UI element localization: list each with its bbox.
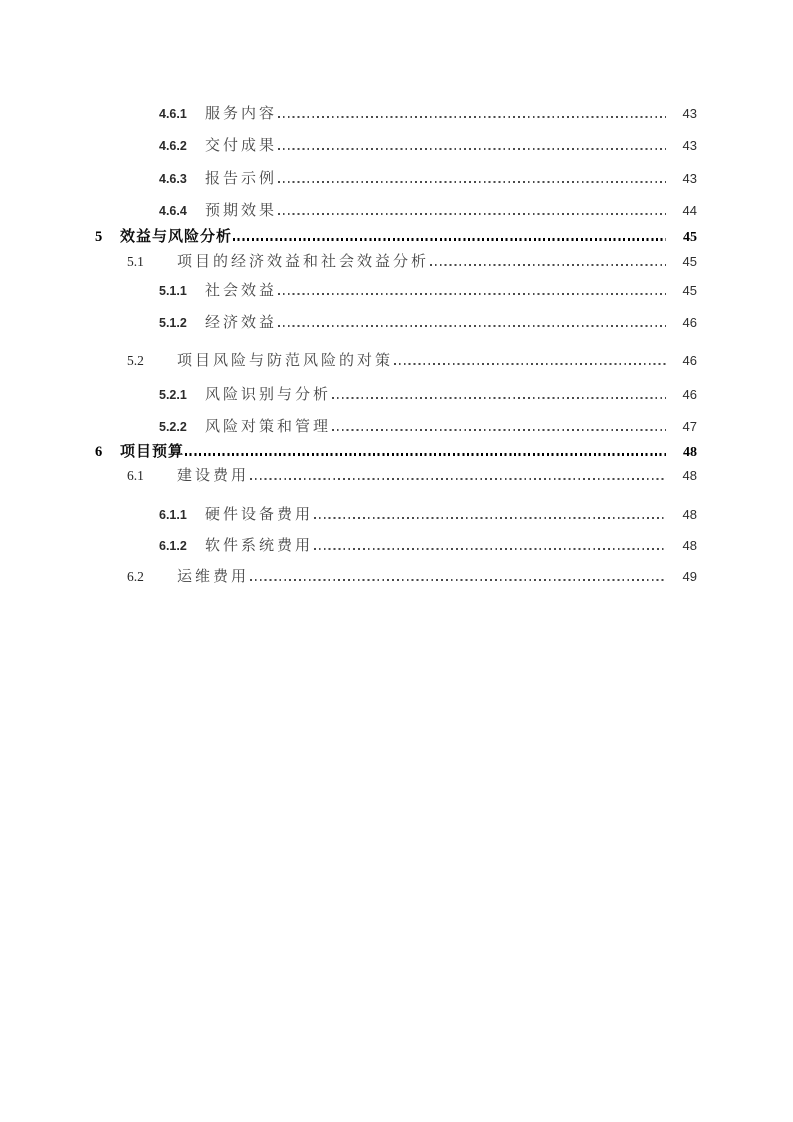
- toc-entry-label: 风险对策和管理: [205, 419, 332, 435]
- dot-leader: [185, 453, 666, 456]
- toc-entry-page-number: 48: [682, 538, 697, 553]
- toc-entry-page-number: 43: [682, 106, 697, 121]
- dot-leader: [278, 213, 666, 215]
- toc-entry-page-number: 48: [682, 468, 697, 483]
- toc-entry-number: 4.6.2: [159, 139, 187, 153]
- toc-entry-number: 6.1.1: [159, 508, 187, 522]
- toc-entry-label: 风险识别与分析: [205, 387, 332, 403]
- toc-entry-6-1-2[interactable]: [95, 535, 697, 557]
- toc-entry-6[interactable]: [95, 441, 697, 464]
- dot-leader: [314, 548, 666, 550]
- toc-entry-label: 运维费用: [177, 569, 250, 585]
- toc-entry-number: 5.2.2: [159, 420, 187, 434]
- toc-entry-label: 项目的经济效益和社会效益分析: [177, 254, 430, 270]
- toc-entry-number: 6.2: [127, 569, 144, 584]
- toc-entry-4-6-2[interactable]: [95, 135, 697, 157]
- dot-leader: [332, 429, 666, 431]
- dot-leader: [314, 517, 666, 519]
- dot-leader: [250, 579, 666, 581]
- toc-entry-page-number: 47: [682, 419, 697, 434]
- toc-entry-label: 项目风险与防范风险的对策: [177, 353, 394, 369]
- toc-entry-label: 硬件设备费用: [205, 507, 314, 523]
- toc-entry-4-6-1[interactable]: [95, 103, 697, 125]
- toc-entry-page-number: 48: [682, 507, 697, 522]
- dot-leader: [278, 116, 666, 118]
- toc-entry-number: 4.6.3: [159, 172, 187, 186]
- toc-entry-5-2[interactable]: [95, 350, 697, 372]
- toc-entry-number: 5.2: [127, 353, 144, 368]
- toc-entry-5-2-2[interactable]: [95, 416, 697, 438]
- toc-entry-number: 5.1: [127, 254, 144, 269]
- toc-entry-label: 效益与风险分析: [120, 229, 233, 245]
- toc-entry-number: 4.6.1: [159, 107, 187, 121]
- toc-entry-label: 报告示例: [205, 171, 278, 187]
- toc-entry-page-number: 46: [682, 387, 697, 402]
- dot-leader: [430, 264, 666, 266]
- toc-entry-label: 建设费用: [177, 468, 250, 484]
- toc-entry-page-number: 45: [682, 254, 697, 269]
- dot-leader: [278, 325, 666, 327]
- toc-entry-6-1-1[interactable]: [95, 504, 697, 526]
- dot-leader: [233, 238, 666, 241]
- toc-entry-page-number: 43: [682, 171, 697, 186]
- toc-entry-page-number: 46: [682, 315, 697, 330]
- dot-leader: [278, 148, 666, 150]
- toc-entry-5-1-2[interactable]: [95, 312, 697, 334]
- toc-entry-number: 5.2.1: [159, 388, 187, 402]
- dot-leader: [278, 181, 666, 183]
- toc-entry-number: 6.1.2: [159, 539, 187, 553]
- toc-entry-page-number: 45: [683, 230, 697, 245]
- toc-entry-label: 项目预算: [120, 444, 185, 460]
- toc-entry-label: 经济效益: [205, 315, 278, 331]
- dot-leader: [278, 293, 666, 295]
- toc-entry-number: 5: [95, 229, 103, 245]
- toc-entry-number: 5.1.1: [159, 284, 187, 298]
- toc-entry-page-number: 44: [682, 203, 697, 218]
- toc-entry-label: 交付成果: [205, 138, 278, 154]
- toc-entry-5-2-1[interactable]: [95, 384, 697, 406]
- toc-entry-page-number: 43: [682, 138, 697, 153]
- toc-entry-page-number: 46: [682, 353, 697, 368]
- dot-leader: [250, 478, 666, 480]
- toc-entry-5-1-1[interactable]: [95, 280, 697, 302]
- toc-entry-number: 6: [95, 444, 103, 460]
- toc-entry-page-number: 49: [682, 569, 697, 584]
- toc-entry-number: 6.1: [127, 468, 144, 483]
- toc-entry-5[interactable]: [95, 226, 697, 249]
- toc-entry-4-6-3[interactable]: [95, 168, 697, 190]
- toc-entry-label: 社会效益: [205, 283, 278, 299]
- toc-entry-page-number: 45: [682, 283, 697, 298]
- dot-leader: [332, 397, 666, 399]
- toc-entry-label: 预期效果: [205, 203, 278, 219]
- toc-entry-number: 5.1.2: [159, 316, 187, 330]
- toc-entry-number: 4.6.4: [159, 204, 187, 218]
- toc-entry-6-1[interactable]: [95, 465, 697, 487]
- toc-entry-label: 软件系统费用: [205, 538, 314, 554]
- toc-entry-page-number: 48: [683, 445, 697, 460]
- toc-entry-4-6-4[interactable]: [95, 200, 697, 222]
- toc-entry-label: 服务内容: [205, 106, 278, 122]
- toc-entry-6-2[interactable]: [95, 566, 697, 588]
- dot-leader: [394, 363, 666, 365]
- toc-entry-5-1[interactable]: [95, 251, 697, 273]
